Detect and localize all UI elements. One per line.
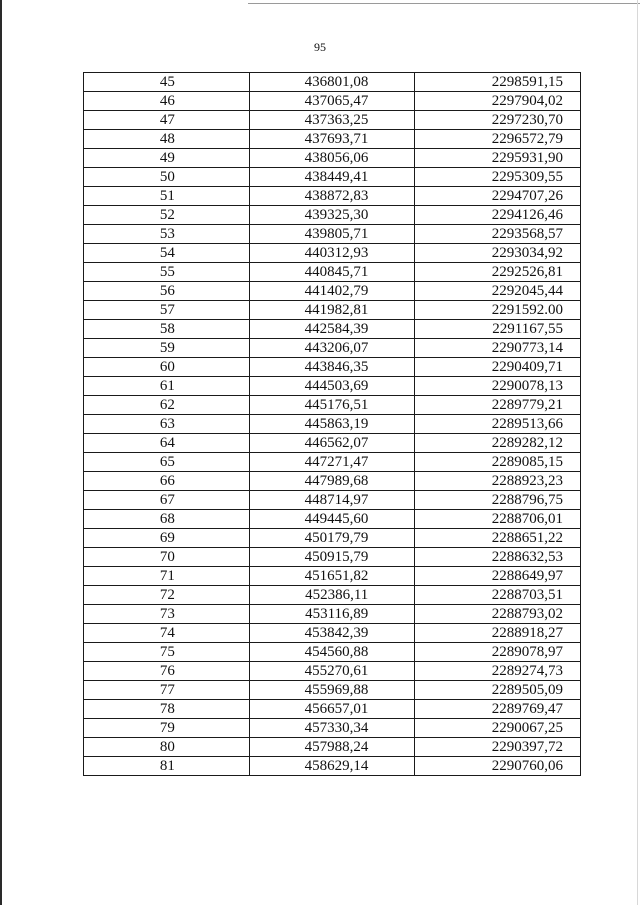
y-coordinate-cell: 2293568,57 (415, 225, 581, 244)
table-row (84, 206, 581, 225)
table-row (84, 548, 581, 567)
table-row (84, 453, 581, 472)
x-coordinate-cell: 443206,07 (249, 339, 415, 358)
y-coordinate-cell: 2288793,02 (415, 605, 581, 624)
point-number-cell: 64 (84, 434, 250, 453)
table-row (84, 282, 581, 301)
y-coordinate-cell: 2288796,75 (415, 491, 581, 510)
x-coordinate-cell: 450179,79 (249, 529, 415, 548)
point-number-cell: 76 (84, 662, 250, 681)
x-coordinate-cell: 444503,69 (249, 377, 415, 396)
y-coordinate-cell: 2294126,46 (415, 206, 581, 225)
y-coordinate-cell: 2289274,73 (415, 662, 581, 681)
table-row (84, 491, 581, 510)
y-coordinate-cell: 2289779,21 (415, 396, 581, 415)
x-coordinate-cell: 438872,83 (249, 187, 415, 206)
x-coordinate-cell: 454560,88 (249, 643, 415, 662)
point-number-cell: 54 (84, 244, 250, 263)
table-row (84, 605, 581, 624)
x-coordinate-cell: 451651,82 (249, 567, 415, 586)
y-coordinate-cell: 2289085,15 (415, 453, 581, 472)
table-row (84, 624, 581, 643)
y-coordinate-cell: 2290078,13 (415, 377, 581, 396)
table-row (84, 263, 581, 282)
point-number-cell: 59 (84, 339, 250, 358)
point-number-cell: 77 (84, 681, 250, 700)
y-coordinate-cell: 2290397,72 (415, 738, 581, 757)
coordinates-table (83, 72, 581, 776)
point-number-cell: 81 (84, 757, 250, 776)
y-coordinate-cell: 2290773,14 (415, 339, 581, 358)
y-coordinate-cell: 2291592.00 (415, 301, 581, 320)
x-coordinate-cell: 458629,14 (249, 757, 415, 776)
point-number-cell: 80 (84, 738, 250, 757)
point-number-cell: 58 (84, 320, 250, 339)
x-coordinate-cell: 448714,97 (249, 491, 415, 510)
y-coordinate-cell: 2289282,12 (415, 434, 581, 453)
y-coordinate-cell: 2289513,66 (415, 415, 581, 434)
x-coordinate-cell: 455969,88 (249, 681, 415, 700)
x-coordinate-cell: 453116,89 (249, 605, 415, 624)
y-coordinate-cell: 2292045,44 (415, 282, 581, 301)
x-coordinate-cell: 439325,30 (249, 206, 415, 225)
table-row (84, 320, 581, 339)
x-coordinate-cell: 445176,51 (249, 396, 415, 415)
point-number-cell: 48 (84, 130, 250, 149)
x-coordinate-cell: 449445,60 (249, 510, 415, 529)
point-number-cell: 57 (84, 301, 250, 320)
table-row (84, 415, 581, 434)
table-row (84, 225, 581, 244)
y-coordinate-cell: 2298591,15 (415, 73, 581, 92)
y-coordinate-cell: 2297230,70 (415, 111, 581, 130)
y-coordinate-cell: 2295931,90 (415, 149, 581, 168)
y-coordinate-cell: 2289769,47 (415, 700, 581, 719)
y-coordinate-cell: 2295309,55 (415, 168, 581, 187)
y-coordinate-cell: 2288703,51 (415, 586, 581, 605)
y-coordinate-cell: 2288923,23 (415, 472, 581, 491)
table-row (84, 510, 581, 529)
point-number-cell: 51 (84, 187, 250, 206)
table-row (84, 73, 581, 92)
x-coordinate-cell: 440845,71 (249, 263, 415, 282)
y-coordinate-cell: 2290409,71 (415, 358, 581, 377)
point-number-cell: 67 (84, 491, 250, 510)
y-coordinate-cell: 2297904,02 (415, 92, 581, 111)
table-row (84, 301, 581, 320)
table-row (84, 681, 581, 700)
table-row (84, 187, 581, 206)
table-row (84, 738, 581, 757)
point-number-cell: 63 (84, 415, 250, 434)
point-number-cell: 56 (84, 282, 250, 301)
table-row (84, 434, 581, 453)
point-number-cell: 47 (84, 111, 250, 130)
y-coordinate-cell: 2288918,27 (415, 624, 581, 643)
x-coordinate-cell: 443846,35 (249, 358, 415, 377)
table-row (84, 586, 581, 605)
x-coordinate-cell: 457330,34 (249, 719, 415, 738)
x-coordinate-cell: 450915,79 (249, 548, 415, 567)
point-number-cell: 70 (84, 548, 250, 567)
scan-right-edge (637, 0, 638, 905)
point-number-cell: 62 (84, 396, 250, 415)
table-row (84, 662, 581, 681)
table-row (84, 472, 581, 491)
table-row (84, 396, 581, 415)
scan-top-rule (248, 3, 640, 4)
point-number-cell: 45 (84, 73, 250, 92)
table-row (84, 92, 581, 111)
point-number-cell: 68 (84, 510, 250, 529)
table-row (84, 244, 581, 263)
point-number-cell: 66 (84, 472, 250, 491)
x-coordinate-cell: 437065,47 (249, 92, 415, 111)
y-coordinate-cell: 2291167,55 (415, 320, 581, 339)
y-coordinate-cell: 2288649,97 (415, 567, 581, 586)
x-coordinate-cell: 438056,06 (249, 149, 415, 168)
point-number-cell: 78 (84, 700, 250, 719)
point-number-cell: 53 (84, 225, 250, 244)
y-coordinate-cell: 2290067,25 (415, 719, 581, 738)
table-row (84, 700, 581, 719)
x-coordinate-cell: 447271,47 (249, 453, 415, 472)
table-row (84, 339, 581, 358)
x-coordinate-cell: 441982,81 (249, 301, 415, 320)
point-number-cell: 69 (84, 529, 250, 548)
point-number-cell: 79 (84, 719, 250, 738)
y-coordinate-cell: 2293034,92 (415, 244, 581, 263)
point-number-cell: 55 (84, 263, 250, 282)
point-number-cell: 52 (84, 206, 250, 225)
coordinates-table-body (84, 73, 581, 776)
table-row (84, 168, 581, 187)
y-coordinate-cell: 2294707,26 (415, 187, 581, 206)
point-number-cell: 75 (84, 643, 250, 662)
x-coordinate-cell: 439805,71 (249, 225, 415, 244)
y-coordinate-cell: 2289078,97 (415, 643, 581, 662)
x-coordinate-cell: 441402,79 (249, 282, 415, 301)
point-number-cell: 65 (84, 453, 250, 472)
point-number-cell: 73 (84, 605, 250, 624)
point-number-cell: 46 (84, 92, 250, 111)
point-number-cell: 74 (84, 624, 250, 643)
y-coordinate-cell: 2288632,53 (415, 548, 581, 567)
y-coordinate-cell: 2288651,22 (415, 529, 581, 548)
y-coordinate-cell: 2290760,06 (415, 757, 581, 776)
point-number-cell: 61 (84, 377, 250, 396)
x-coordinate-cell: 442584,39 (249, 320, 415, 339)
scan-left-edge (0, 0, 2, 905)
table-row (84, 358, 581, 377)
x-coordinate-cell: 453842,39 (249, 624, 415, 643)
table-row (84, 719, 581, 738)
table-row (84, 130, 581, 149)
y-coordinate-cell: 2296572,79 (415, 130, 581, 149)
x-coordinate-cell: 457988,24 (249, 738, 415, 757)
point-number-cell: 49 (84, 149, 250, 168)
x-coordinate-cell: 438449,41 (249, 168, 415, 187)
y-coordinate-cell: 2288706,01 (415, 510, 581, 529)
table-row (84, 377, 581, 396)
x-coordinate-cell: 447989,68 (249, 472, 415, 491)
x-coordinate-cell: 437693,71 (249, 130, 415, 149)
point-number-cell: 71 (84, 567, 250, 586)
y-coordinate-cell: 2289505,09 (415, 681, 581, 700)
x-coordinate-cell: 437363,25 (249, 111, 415, 130)
table-row (84, 149, 581, 168)
table-row (84, 111, 581, 130)
x-coordinate-cell: 452386,11 (249, 586, 415, 605)
page-number: 95 (314, 40, 326, 54)
table-row (84, 529, 581, 548)
point-number-cell: 50 (84, 168, 250, 187)
x-coordinate-cell: 455270,61 (249, 662, 415, 681)
point-number-cell: 60 (84, 358, 250, 377)
y-coordinate-cell: 2292526,81 (415, 263, 581, 282)
table-row (84, 757, 581, 776)
x-coordinate-cell: 436801,08 (249, 73, 415, 92)
x-coordinate-cell: 456657,01 (249, 700, 415, 719)
table-row (84, 643, 581, 662)
table-row (84, 567, 581, 586)
x-coordinate-cell: 440312,93 (249, 244, 415, 263)
x-coordinate-cell: 445863,19 (249, 415, 415, 434)
point-number-cell: 72 (84, 586, 250, 605)
x-coordinate-cell: 446562,07 (249, 434, 415, 453)
